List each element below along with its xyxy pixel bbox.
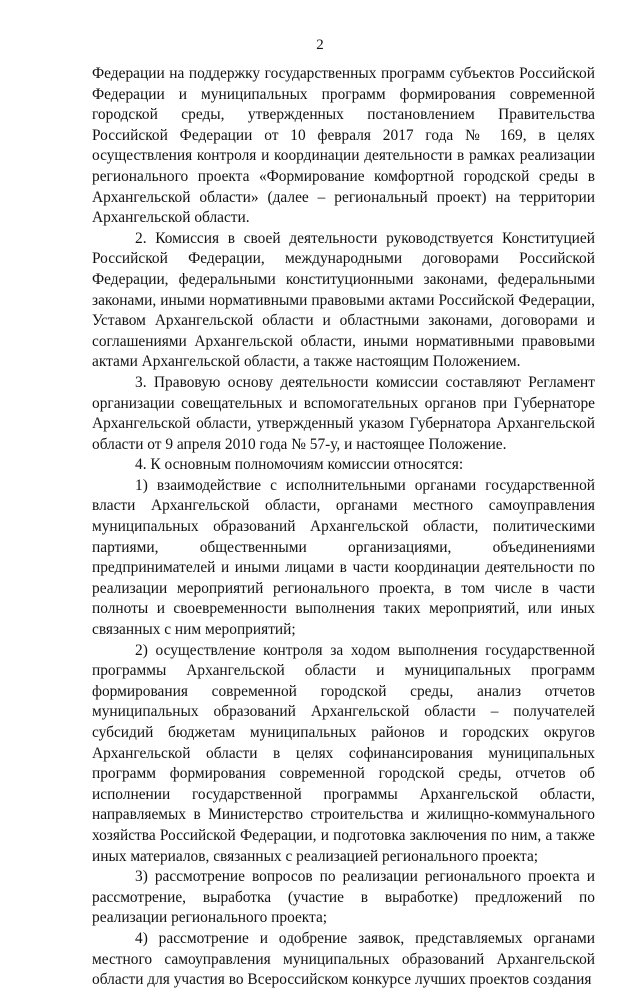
paragraph-item-4: 4. К основным полномочиям комиссии относятся: <box>135 456 464 474</box>
paragraph-continuation: Федерации на поддержку государственных программ субъектов Российской Федерации и муниципальных программ формирования современной городской среды, утвержденных постановлением Правительства Российской Федерации от 10 февраля 2017 года № 169, в целях осуществления контроля и координации деятельности в рамках реализации регионального проекта «Формирование комфортной городской среды в Архангельской области» (далее – региональный проект) на территории Архангельской области. <box>92 65 595 227</box>
list-item-2: 2) осуществление контроля за ходом выполнения государственной программы Архангельской области и муниципальных программ формирования современной городской среды, анализ отчетов муниципальных образований Архангельской области – получателей субсидий бюджетам муниципальных районов и городских округов Архангельской области в целях софинансирования муниципальных программ формирования современной городской среды, отчетов об исполнении государственной программы Архангельской области, направляемых в Министерство строительства и жилищно-коммунального хозяйства Российской Федерации, и подготовка заключения по ним, а также иных материалов, связанных с реализацией регионального проекта; <box>92 641 595 865</box>
list-item-4: 4) рассмотрение и одобрение заявок, представляемых органами местного самоуправления муниципальных образований Архангельской области для участия во Всероссийском конкурсе лучших проектов создания <box>92 929 595 989</box>
list-item-1: 1) взаимодействие с исполнительными органами государственной власти Архангельской области, органами местного самоуправления муниципальных образований Архангельской области, политическими партиями, общественными организациями, объединениями предпринимателей и иными лицами в части координации деятельности по реализации мероприятий регионального проекта, в том числе в части полноты и своевременности выполнения таких мероприятий, или иных связанных с ним мероприятий; <box>92 476 595 639</box>
paragraph-item-3: 3. Правовую основу деятельности комиссии составляют Регламент организации совещательных и вспомогательных органов при Губернаторе Архангельской области, утвержденный указом Губернатора Архангельской области от 9 апреля 2010 года № 57-у, и настоящее Положение. <box>92 373 595 453</box>
document-body <box>92 64 595 991</box>
page-number: 2 <box>316 37 324 53</box>
paragraph-item-2: 2. Комиссия в своей деятельности руководствуется Конституцией Российской Федерации, международными договорами Российской Федерации, федеральными конституционными законами, федеральными законами, иными нормативными правовыми актами Российской Федерации, Уставом Архангельской области и областными законами, договорами и соглашениями Архангельской области, иными нормативными правовыми актами Архангельской области, а также настоящим Положением. <box>92 229 595 371</box>
list-item-3: 3) рассмотрение вопросов по реализации регионального проекта и рассмотрение, выработка (участие в выработке) предложений по реализации регионального проекта; <box>92 868 595 927</box>
